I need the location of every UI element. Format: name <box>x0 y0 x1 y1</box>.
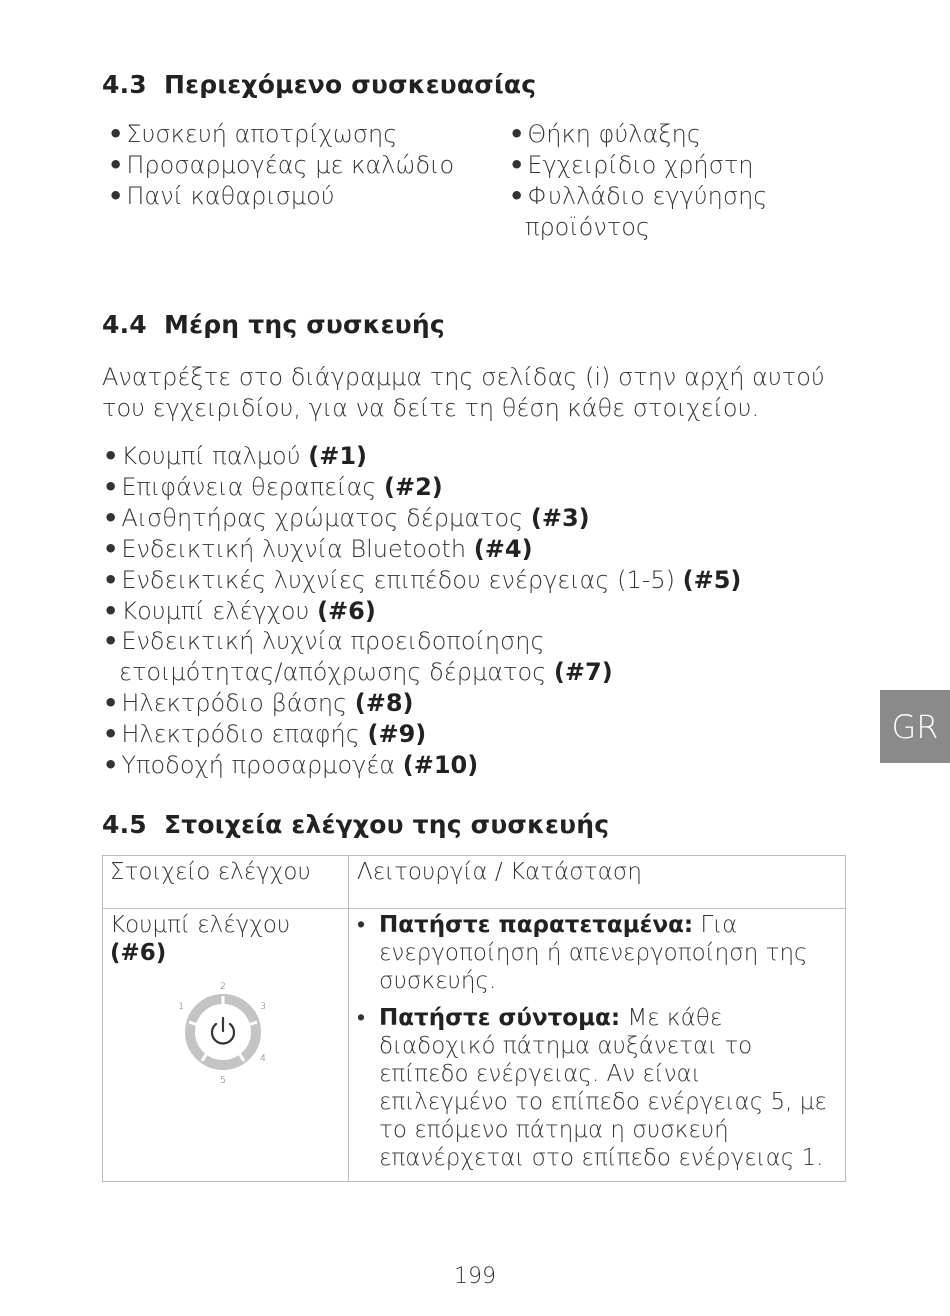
section-title: Περιεχόμενο συσκευασίας <box>164 70 537 99</box>
list-item: • Ηλεκτρόδιο βάσης (#8) <box>103 689 414 717</box>
list-item: • Υποδοχή προσαρμογέα (#10) <box>103 751 479 779</box>
section-title: Στοιχεία ελέγχου της συσκευής <box>164 810 610 839</box>
list-item: • Ηλεκτρόδιο επαφής (#9) <box>103 720 427 748</box>
list-item: • Συσκευή αποτρίχωσης <box>108 120 398 148</box>
controls-table <box>102 855 846 1182</box>
list-item: • Προσαρμογέας με καλώδιο <box>108 151 455 179</box>
list-item: • Ενδεικτική λυχνία Bluetooth (#4) <box>103 535 533 563</box>
section-title: Μέρη της συσκευής <box>164 310 445 339</box>
function-cell <box>349 909 846 1182</box>
dial-label: 2 <box>220 982 226 992</box>
instruction-item: • Πατήστε σύντομα: Με κάθε διαδοχικό πάτημα αυξάνεται το επίπεδο ενέργειας. Αν είναι επιλεγμένο το επίπεδο ενέργειας 5, με το επόμενο πάτημα η συσκευή επανέρχεται στο επίπεδο ενέργειας 1. <box>357 1005 827 1171</box>
list-item: • Πανί καθαρισμού <box>108 182 335 210</box>
table-row <box>103 909 846 1182</box>
column-header-function: Λειτουργία / Κατάσταση <box>349 856 846 909</box>
control-cell <box>103 909 349 1182</box>
list-item: • Αισθητήρας χρώματος δέρματος (#3) <box>103 504 590 532</box>
language-tab: GR <box>880 690 950 763</box>
control-button-dial-icon <box>173 977 273 1087</box>
list-item: • Εγχειρίδιο χρήστη <box>509 151 754 179</box>
section-number: 4.5 <box>102 810 147 839</box>
section-number: 4.3 <box>102 70 147 99</box>
control-name: Κουμπί ελέγχου <box>110 912 291 938</box>
instruction-item: • Πατήστε παρατεταμένα: Για ενεργοποίηση ή απενεργοποίηση της συσκευής. <box>357 912 808 994</box>
dial-label: 4 <box>260 1054 266 1064</box>
column-header-control: Στοιχείο ελέγχου <box>103 856 349 909</box>
dial-label: 1 <box>178 1002 184 1012</box>
list-item: • Ενδεικτική λυχνία προειδοποίησης ετοιμότητας/απόχρωσης δέρματος (#7) <box>103 627 613 686</box>
list-item: • Επιφάνεια θεραπείας (#2) <box>103 473 443 501</box>
list-item: • Κουμπί ελέγχου (#6) <box>103 597 376 625</box>
list-item: • Κουμπί παλμού (#1) <box>103 442 367 470</box>
dial-label: 5 <box>220 1076 226 1086</box>
section-4-4-heading <box>102 310 445 339</box>
intro-paragraph: Ανατρέξτε στο διάγραμμα της σελίδας (i) στην αρχή αυτού του εγχειριδίου, για να δείτε τη θέση κάθε στοιχείου. <box>102 363 825 422</box>
list-item: • Ενδεικτικές λυχνίες επιπέδου ενέργειας (1-5) (#5) <box>103 566 742 594</box>
control-ref: (#6) <box>110 940 167 966</box>
page-number: 199 <box>454 1264 496 1289</box>
list-item: • Φυλλάδιο εγγύησης προϊόντος <box>509 182 768 241</box>
section-number: 4.4 <box>102 310 147 339</box>
section-4-5-heading <box>102 810 609 839</box>
section-4-3-heading <box>102 70 536 99</box>
list-item: • Θήκη φύλαξης <box>509 120 701 148</box>
table-header-row <box>103 856 846 909</box>
dial-label: 3 <box>260 1002 266 1012</box>
